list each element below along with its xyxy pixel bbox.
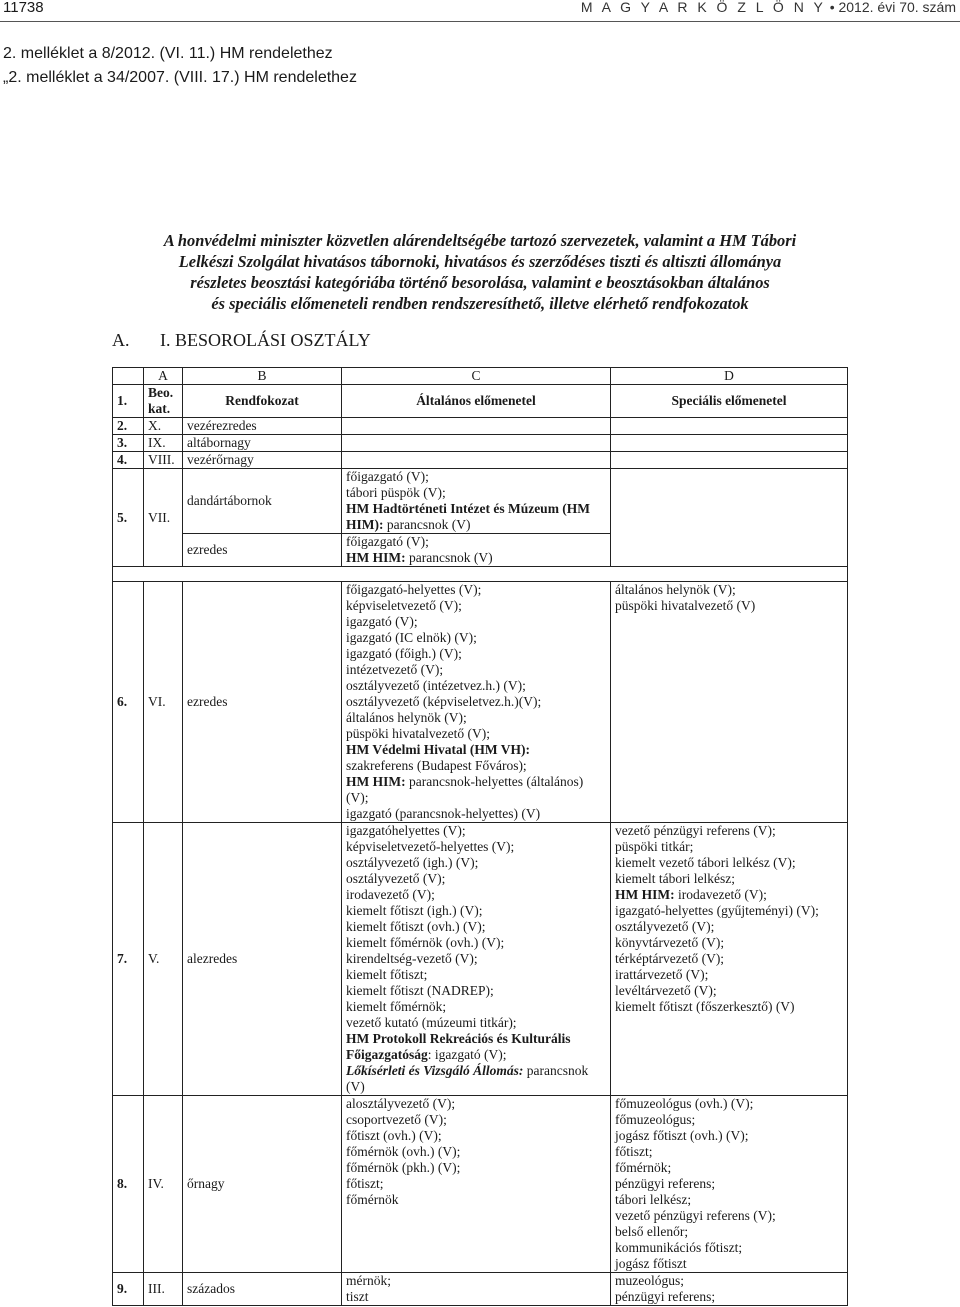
- table-row: [113, 435, 848, 452]
- title-line: és speciális előmeneteli rendben rendszeresíthető, illetve elérhető rendfokozatok: [211, 294, 749, 313]
- row-number: 8.: [113, 1096, 144, 1273]
- rank: dandártábornok: [183, 469, 342, 534]
- table-row: [113, 582, 848, 823]
- rank: altábornagy: [183, 435, 342, 452]
- table-row: [113, 1096, 848, 1273]
- header-general: Általános előmenetel: [342, 385, 611, 418]
- general-career: alosztályvezető (V); csoportvezető (V); főtiszt (ovh.) (V); főmérnök (ovh.) (V); főmérnök (pkh.) (V); főtiszt; főmérnök: [342, 1096, 611, 1273]
- row-number: 6.: [113, 582, 144, 823]
- document-title: [70, 230, 890, 314]
- issue-info: • 2012. évi 70. szám: [829, 0, 956, 15]
- header-rule: [0, 21, 960, 22]
- row-number: 2.: [113, 418, 144, 435]
- category: IV.: [144, 1096, 183, 1273]
- classification-table: [112, 367, 848, 1306]
- general-career: mérnök; tiszt: [342, 1273, 611, 1306]
- header-category: Beo. kat.: [144, 385, 183, 418]
- section-heading: I. BESOROLÁSI OSZTÁLY: [160, 330, 371, 350]
- category: VIII.: [144, 452, 183, 469]
- row-number: 7.: [113, 823, 144, 1096]
- rank: vezérezredes: [183, 418, 342, 435]
- category: III.: [144, 1273, 183, 1306]
- table-row: [113, 823, 848, 1096]
- special-career: muzeológus; pénzügyi referens;: [611, 1273, 848, 1306]
- header-special: Speciális előmenetel: [611, 385, 848, 418]
- rank: vezérőrnagy: [183, 452, 342, 469]
- rank: százados: [183, 1273, 342, 1306]
- general-career: igazgatóhelyettes (V); képviseletvezető-helyettes (V); osztályvezető (igh.) (V); osztályvezető (V); irodavezető (V); kiemelt főtiszt (igh.) (V); kiemelt főtiszt (ovh.) (V); kiemelt főmérnök (ovh.) (V); kirendeltség-vezető (V); kiemelt főtiszt; kiemelt főtiszt (NADREP); kiemelt főmérnök; vezető kutató (múzeumi titkár); HM Protokoll Rekreációs és Kulturális Főigazgatóság: igazgató (V); Lőkísérleti és Vizsgáló Állomás: parancsnok (V): [342, 823, 611, 1096]
- row-number: 9.: [113, 1273, 144, 1306]
- special-career: főmuzeológus (ovh.) (V); főmuzeológus; jogász főtiszt (ovh.) (V); főtiszt; főmérnök; pénzügyi referens; tábori lelkész; vezető pénzügyi referens (V); belső ellenőr; kommunikációs főtiszt; jogász főtiszt: [611, 1096, 848, 1273]
- title-line: Lelkészi Szolgálat hivatásos tábornoki, hivatásos és szerződéses tiszti és altiszti állománya: [178, 252, 782, 271]
- journal-header: [581, 0, 956, 15]
- column-letter-row: [113, 368, 848, 385]
- category: V.: [144, 823, 183, 1096]
- special-career: vezető pénzügyi referens (V); püspöki titkár; kiemelt vezető tábori lelkész (V); kiemelt tábori lelkész; HM HIM: irodavezető (V); igazgató-helyettes (gyűjteményi) (V); osztályvezető (V); könyvtárvezető (V); térképtárvezető (V); irattárvezető (V); levéltárvezető (V); kiemelt főtiszt (főszerkesztő) (V): [611, 823, 848, 1096]
- col-letter-b: B: [183, 368, 342, 385]
- general-career: főigazgató (V); tábori püspök (V); HM Hadtörténeti Intézet és Múzeum (HM HIM): parancsnok (V): [342, 469, 611, 534]
- col-letter-a: A: [144, 368, 183, 385]
- category: X.: [144, 418, 183, 435]
- journal-name: M A G Y A R K Ö Z L Ö N Y: [580, 0, 826, 15]
- header-rank: Rendfokozat: [183, 385, 342, 418]
- col-letter-d: D: [611, 368, 848, 385]
- table-row: [113, 1273, 848, 1306]
- section-letter: A.: [112, 330, 130, 350]
- general-career: főigazgató-helyettes (V); képviseletvezető (V); igazgató (V); igazgató (IC elnök) (V); igazgató (főigh.) (V); intézetvezető (V); osztályvezető (intézetvez.h.) (V); osztályvezető (képviseletvez.h.)(V); általános helynök (V); püspöki hivatalvezető (V); HM Védelmi Hivatal (HM VH): szakreferens (Budapest Főváros); HM HIM: parancsnok-helyettes (általános) (V); igazgató (parancsnok-helyettes) (V): [342, 582, 611, 823]
- general-career: főigazgató (V); HM HIM: parancsnok (V): [342, 534, 611, 567]
- row-number: 5.: [113, 469, 144, 567]
- rank: alezredes: [183, 823, 342, 1096]
- row-number: 1.: [113, 385, 144, 418]
- col-letter-c: C: [342, 368, 611, 385]
- table-row: [113, 469, 848, 534]
- rank: ezredes: [183, 582, 342, 823]
- special-career: általános helynök (V); püspöki hivatalvezető (V): [611, 582, 848, 823]
- attachment-line-1: 2. melléklet a 8/2012. (VI. 11.) HM rendelethez: [3, 45, 333, 62]
- row-number: 4.: [113, 452, 144, 469]
- title-line: részletes beosztási kategóriába történő besorolása, valamint e beosztásokban általános: [190, 273, 770, 292]
- rank: őrnagy: [183, 1096, 342, 1273]
- row-number: 3.: [113, 435, 144, 452]
- table-row: [113, 418, 848, 435]
- category: IX.: [144, 435, 183, 452]
- table-row: [113, 452, 848, 469]
- title-line: A honvédelmi miniszter közvetlen alárendeltségébe tartozó szervezetek, valamint a HM Tábori: [163, 231, 797, 250]
- page-number: 11738: [3, 0, 44, 16]
- category: VI.: [144, 582, 183, 823]
- category: VII.: [144, 469, 183, 567]
- attachment-line-2: „2. melléklet a 34/2007. (VIII. 17.) HM rendelethez: [3, 69, 357, 86]
- rank: ezredes: [183, 534, 342, 567]
- header-row: [113, 385, 848, 418]
